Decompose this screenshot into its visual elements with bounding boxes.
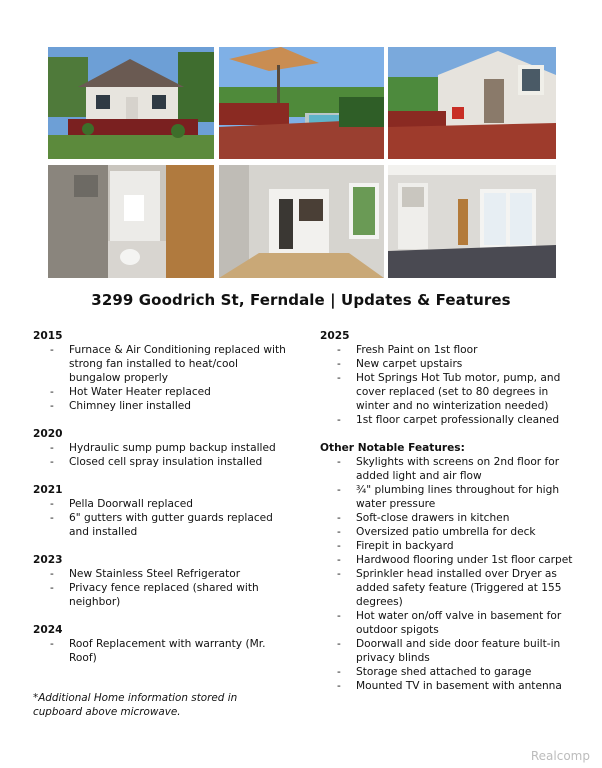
section-year: 2020 bbox=[33, 428, 63, 440]
list-item: - Roof Replacement with warranty (Mr. Roof) bbox=[33, 637, 288, 665]
photo-deck-hot-tub bbox=[219, 47, 384, 159]
list-item: - New Stainless Steel Refrigerator bbox=[33, 567, 288, 581]
section-year: 2023 bbox=[33, 554, 63, 566]
list-item: - Privacy fence replaced (shared with neighbor) bbox=[33, 581, 288, 609]
list-item: - Hardwood flooring under 1st floor carpet bbox=[320, 553, 582, 567]
item-list bbox=[33, 637, 288, 665]
item-list bbox=[33, 567, 288, 609]
list-item: - Hot Springs Hot Tub motor, pump, and cover replaced (set to 80 degrees in winter and no winterization needed) bbox=[320, 371, 582, 413]
photo-bathroom bbox=[48, 165, 214, 278]
section-heading: Other Notable Features: bbox=[320, 442, 465, 454]
list-item: - Mounted TV in basement with antenna bbox=[320, 679, 582, 693]
section-2015 bbox=[33, 329, 288, 413]
photo-hallway-kitchen bbox=[219, 165, 384, 278]
left-column bbox=[33, 329, 288, 719]
list-item: - Doorwall and side door feature built-in privacy blinds bbox=[320, 637, 582, 665]
watermark: Realcomp bbox=[530, 749, 590, 763]
list-item: - Firepit in backyard bbox=[320, 539, 582, 553]
photo-grid bbox=[48, 47, 556, 278]
section-2024 bbox=[33, 623, 288, 665]
list-item: - Soft-close drawers in kitchen bbox=[320, 511, 582, 525]
list-item: - 1st floor carpet professionally cleaned bbox=[320, 413, 582, 427]
list-item: - Hot Water Heater replaced bbox=[33, 385, 288, 399]
list-item: - Sprinkler head installed over Dryer as added safety feature (Triggered at 155 degrees) bbox=[320, 567, 582, 609]
section-year: 2021 bbox=[33, 484, 63, 496]
page-title: 3299 Goodrich St, Ferndale | Updates & Features bbox=[91, 291, 511, 309]
list-item: - Hot water on/off valve in basement for outdoor spigots bbox=[320, 609, 582, 637]
item-list bbox=[320, 343, 582, 427]
list-item: - Fresh Paint on 1st floor bbox=[320, 343, 582, 357]
list-item: - Pella Doorwall replaced bbox=[33, 497, 288, 511]
right-column bbox=[320, 329, 582, 707]
list-item: - Furnace & Air Conditioning replaced with strong fan installed to heat/cool bungalow properly bbox=[33, 343, 288, 385]
item-list bbox=[33, 343, 288, 413]
list-item: - Oversized patio umbrella for deck bbox=[320, 525, 582, 539]
list-item: - Skylights with screens on 2nd floor for added light and air flow bbox=[320, 455, 582, 483]
list-item: - Storage shed attached to garage bbox=[320, 665, 582, 679]
list-item: - Hydraulic sump pump backup installed bbox=[33, 441, 288, 455]
list-item: - New carpet upstairs bbox=[320, 357, 582, 371]
section-year: 2015 bbox=[33, 330, 63, 342]
section-2023 bbox=[33, 553, 288, 609]
section-2025 bbox=[320, 329, 582, 427]
list-item: - 6" gutters with gutter guards replaced and installed bbox=[33, 511, 288, 539]
list-item: - Chimney liner installed bbox=[33, 399, 288, 413]
photo-basement bbox=[388, 165, 556, 278]
item-list bbox=[33, 441, 288, 469]
list-item: - Closed cell spray insulation installed bbox=[33, 455, 288, 469]
section-other-features bbox=[320, 441, 582, 693]
footnote: *Additional Home information stored in cupboard above microwave. bbox=[33, 692, 238, 718]
photo-exterior-front bbox=[48, 47, 214, 159]
list-item: - ¾" plumbing lines throughout for high water pressure bbox=[320, 483, 582, 511]
section-year: 2025 bbox=[320, 330, 350, 342]
item-list bbox=[33, 497, 288, 539]
section-2021 bbox=[33, 483, 288, 539]
section-year: 2024 bbox=[33, 624, 63, 636]
photo-rear-deck bbox=[388, 47, 556, 159]
item-list bbox=[320, 455, 582, 693]
section-2020 bbox=[33, 427, 288, 469]
